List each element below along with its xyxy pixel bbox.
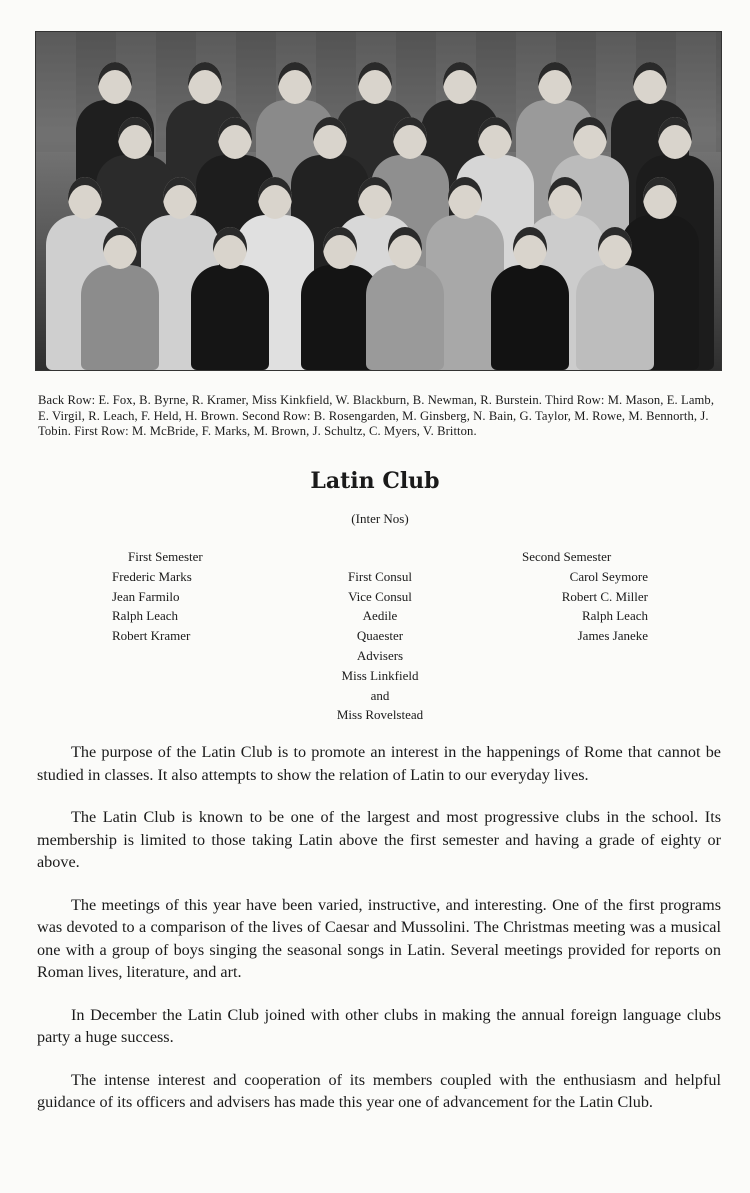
- person-head: [323, 227, 357, 269]
- person-head: [633, 62, 667, 104]
- person-head: [98, 62, 132, 104]
- office-title: Quaester: [356, 628, 404, 644]
- person-head: [513, 227, 547, 269]
- person-head: [478, 117, 512, 159]
- person-head: [643, 177, 677, 219]
- office-spacer: [300, 547, 460, 567]
- advisers-heading: Advisers: [356, 647, 404, 663]
- club-description: [37, 741, 721, 1134]
- office-title: Aedile: [362, 608, 398, 624]
- offices-list: [300, 547, 460, 725]
- person-head: [118, 117, 152, 159]
- office-title: First Consul: [348, 568, 412, 584]
- paragraph: The meetings of this year have been varied, instructive, and interesting. One of the first programs was devoted to a comparison of the lives of Caesar and Mussolini. The Christmas meeting was a musical one with a group of boys singing the seasonal songs in Latin. Several meetings provided for reports on Roman lives, literature, and art.: [37, 895, 721, 981]
- officer-name: Ralph Leach: [112, 608, 179, 624]
- person-head: [278, 62, 312, 104]
- second-semester-heading: Second Semester: [522, 549, 612, 564]
- person-head: [103, 227, 137, 269]
- person-silhouette: [366, 265, 444, 370]
- person-head: [548, 177, 582, 219]
- officer-name: Robert Kramer: [112, 628, 191, 644]
- photo-caption: Back Row: E. Fox, B. Byrne, R. Kramer, Miss Kinkfield, W. Blackburn, B. Newman, R. Burstein. Third Row: M. Mason, E. Lamb, E. Virgil, R. Leach, F. Held, H. Brown. Second Row: B. Rosengarden, M. Ginsberg, N. Bain, G. Taylor, M. Rowe, M. Bennorth, J. Tobin. First Row: M. McBride, F. Marks, M. Brown, J. Schultz, C. Myers, V. Britton.: [38, 393, 715, 438]
- adviser-name: Miss Rovelstead: [336, 707, 424, 723]
- person-head: [313, 117, 347, 159]
- paragraph: In December the Latin Club joined with other clubs in making the annual foreign language clubs party a huge success.: [37, 1005, 721, 1046]
- adviser-name: Miss Linkfield: [341, 667, 419, 683]
- person-silhouette: [576, 265, 654, 370]
- person-head: [443, 62, 477, 104]
- person-head: [218, 117, 252, 159]
- person-head: [448, 177, 482, 219]
- person-head: [258, 177, 292, 219]
- page-subtitle: (Inter Nos): [351, 511, 409, 526]
- person-head: [163, 177, 197, 219]
- person-head: [573, 117, 607, 159]
- person-head: [213, 227, 247, 269]
- first-semester-heading: First Semester: [128, 549, 203, 564]
- person-head: [358, 62, 392, 104]
- officer-name: Jean Farmilo: [112, 588, 180, 604]
- paragraph: The Latin Club is known to be one of the largest and most progressive clubs in the school. Its membership is limited to those taking Latin above the first semester and having a grade of eighty or above.: [37, 808, 721, 871]
- person-silhouette: [491, 265, 569, 370]
- officer-name: Carol Seymore: [569, 568, 648, 584]
- officer-name: Robert C. Miller: [561, 588, 648, 604]
- page-title: Latin Club: [310, 468, 440, 494]
- person-head: [393, 117, 427, 159]
- person-silhouette: [191, 265, 269, 370]
- second-semester-officers: [500, 547, 648, 646]
- adviser-conjunction: and: [370, 687, 390, 703]
- officer-name: Ralph Leach: [581, 608, 648, 624]
- officer-name: Frederic Marks: [112, 568, 192, 584]
- person-head: [388, 227, 422, 269]
- paragraph: The purpose of the Latin Club is to promote an interest in the happenings of Rome that cannot be studied in classes. It also attempts to show the relation of Latin to our everyday lives.: [37, 743, 721, 784]
- officer-name: James Janeke: [577, 628, 648, 644]
- person-silhouette: [81, 265, 159, 370]
- first-semester-officers: [112, 547, 203, 646]
- person-head: [598, 227, 632, 269]
- person-head: [68, 177, 102, 219]
- office-title: Vice Consul: [348, 588, 412, 604]
- paragraph: The intense interest and cooperation of its members coupled with the enthusiasm and helpful guidance of its officers and advisers has made this year one of advancement for the Latin Club.: [37, 1070, 721, 1111]
- group-photo: [35, 31, 722, 371]
- person-head: [358, 177, 392, 219]
- person-head: [538, 62, 572, 104]
- person-head: [658, 117, 692, 159]
- person-head: [188, 62, 222, 104]
